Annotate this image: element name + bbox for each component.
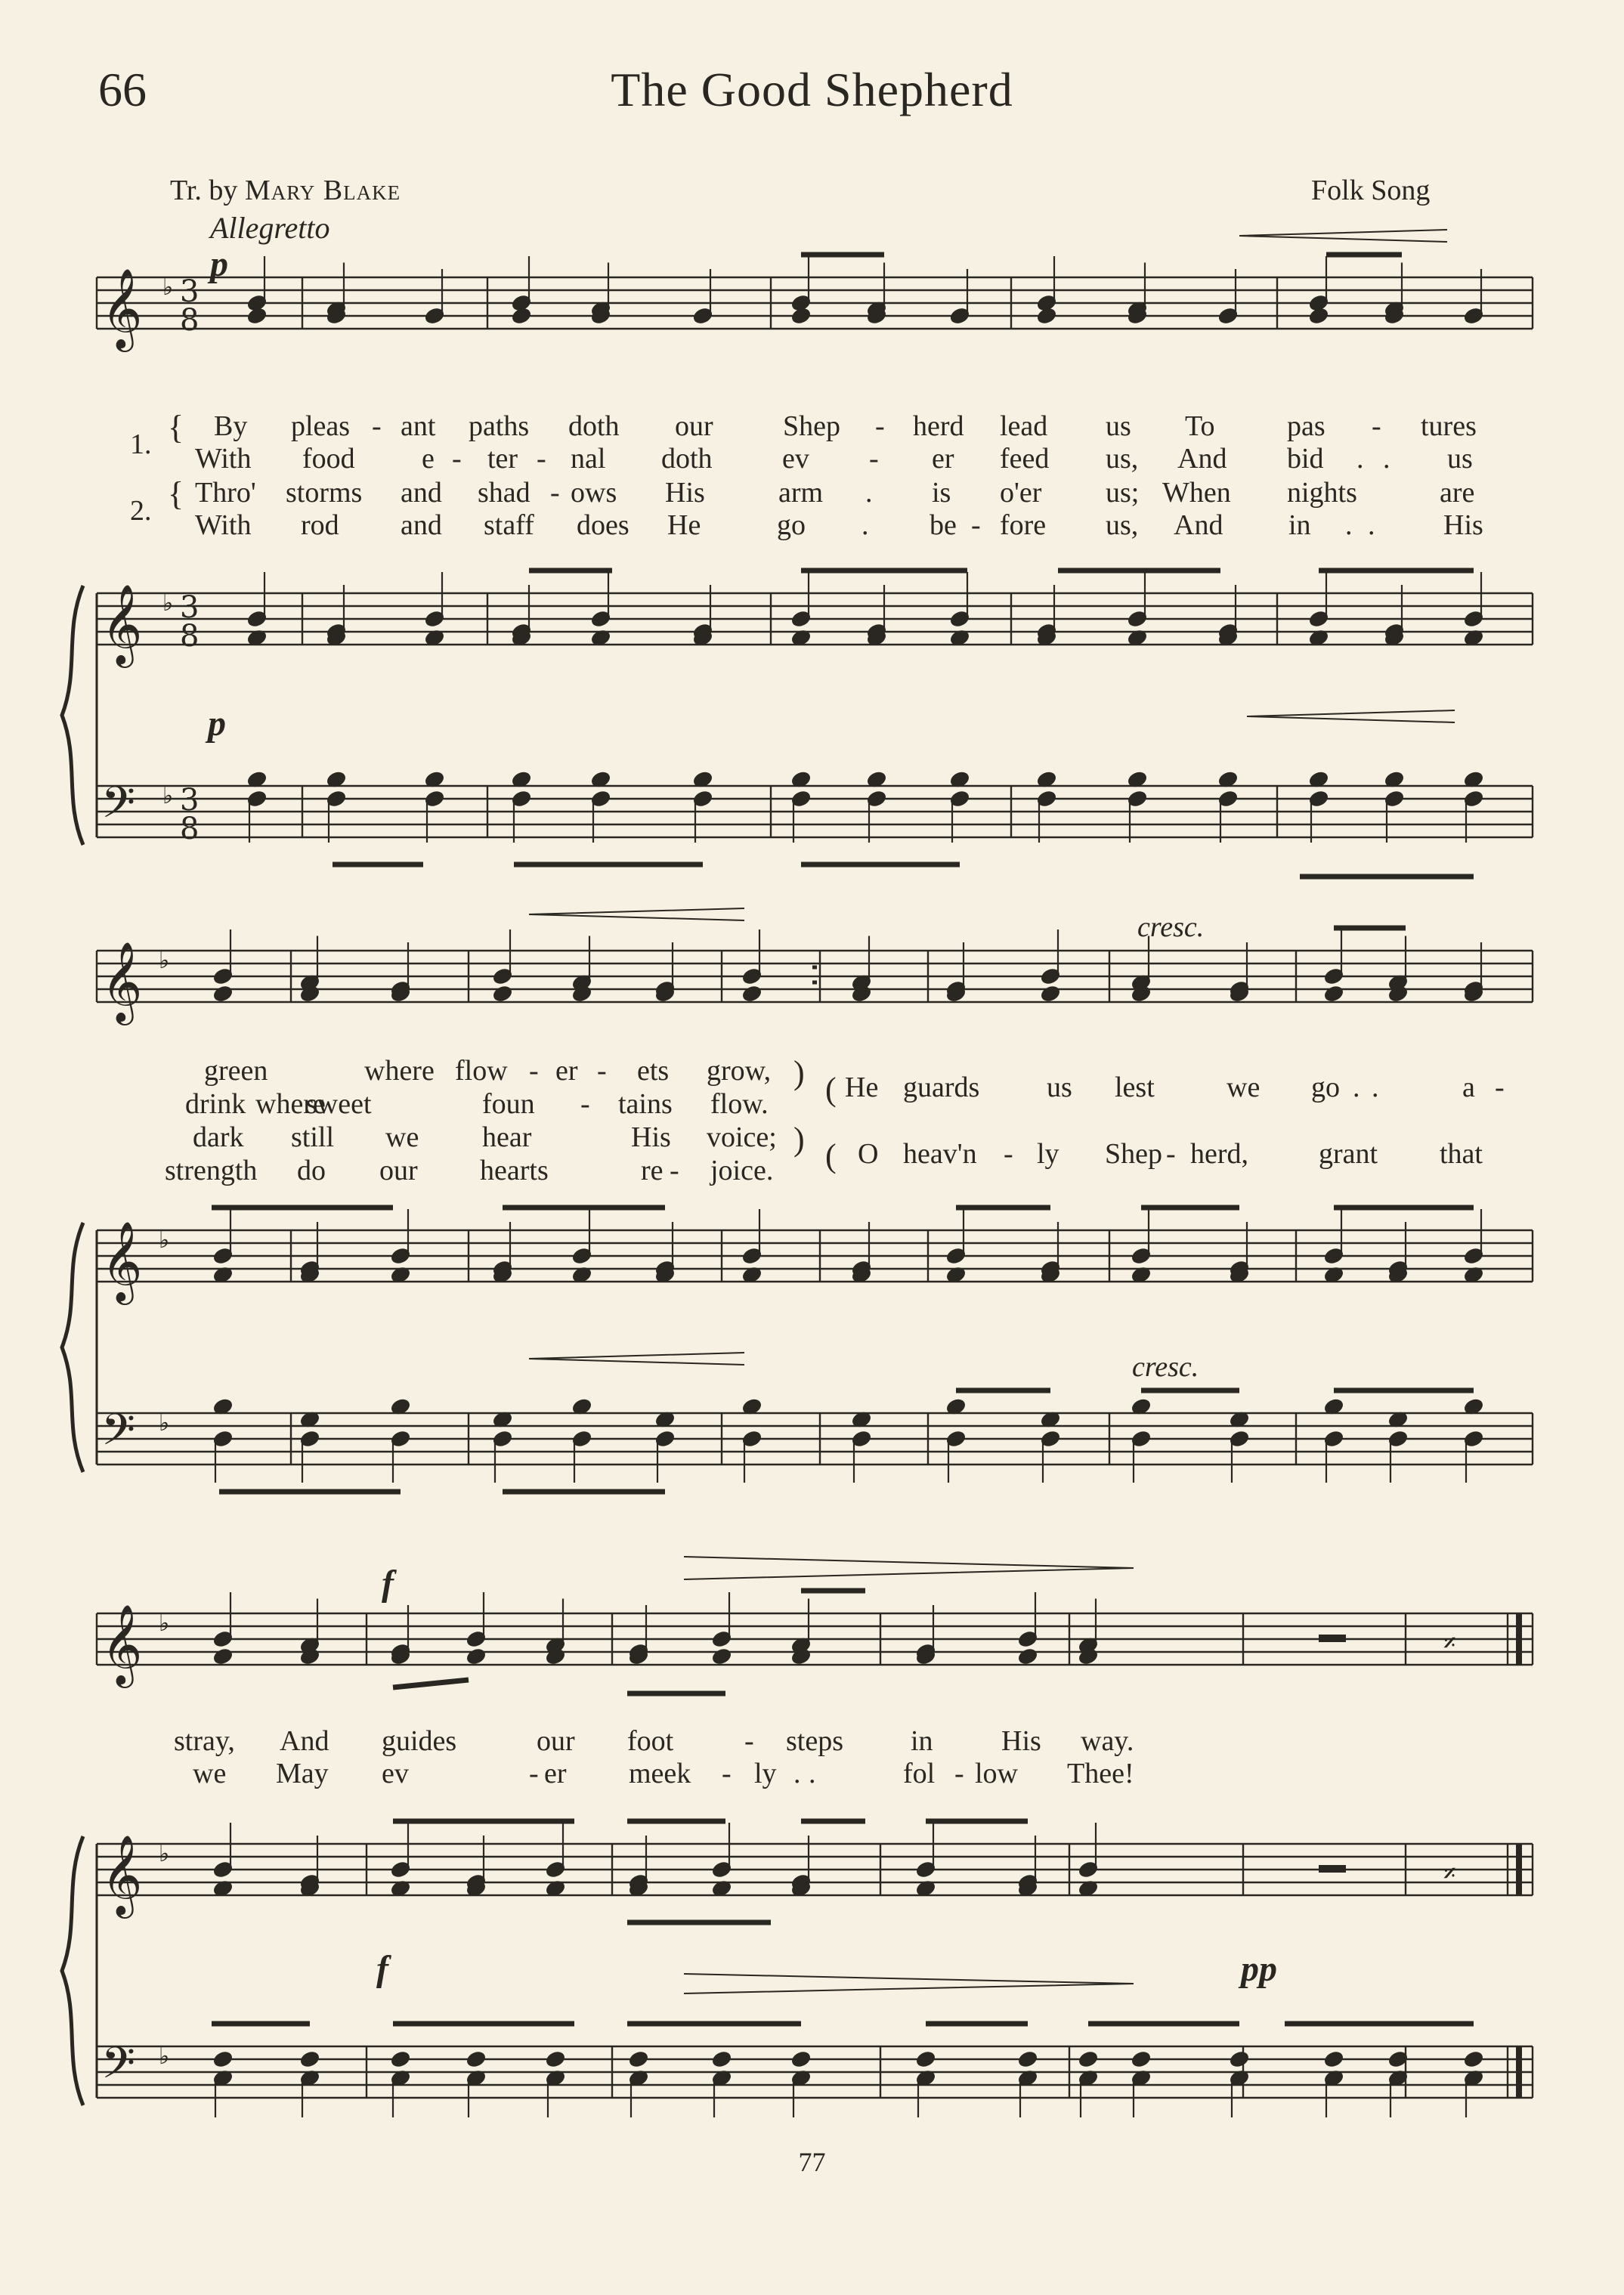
lyric-v2a-word: shad (478, 477, 531, 509)
lyric2-v2a-word: His (631, 1121, 671, 1153)
lyric-v2b-word: be (930, 509, 957, 541)
lyric3-line2-word: fol (903, 1758, 936, 1789)
lyric3-line2-word: May (276, 1758, 329, 1789)
lyric3-line2-word: ly (754, 1758, 777, 1789)
lyric2-v1b-word: drink (185, 1088, 246, 1120)
lyric2-refrain1-word: us (1047, 1072, 1072, 1103)
svg-text:𝄢: 𝄢 (101, 2037, 136, 2099)
lyric2-refrain2-word: grant (1319, 1138, 1378, 1170)
lyric2-refrain1-word: - (1495, 1072, 1505, 1103)
lyric-v2a-word: and (401, 477, 442, 509)
lyric-v1b-word: With (195, 443, 252, 475)
lyric-v1a-word: - (875, 410, 885, 442)
svg-text:8: 8 (180, 303, 200, 338)
lyric2-v1b-word: where (255, 1088, 326, 1120)
lyric-v2b-word: and (401, 509, 442, 541)
lyric-v1a-word: ant (401, 410, 436, 442)
dynamic-p-piano: p (208, 704, 226, 744)
svg-text:𝄎: 𝄎 (1443, 1859, 1456, 1889)
svg-text:𝄎: 𝄎 (1443, 1628, 1456, 1659)
lyric2-v2a-word: we (385, 1121, 419, 1153)
lyric3-line1-word: foot (627, 1725, 674, 1757)
lyric2-v1b-word: tains (618, 1088, 673, 1120)
lyric3-line1-word: stray, (174, 1725, 235, 1757)
svg-text:♭: ♭ (162, 274, 174, 301)
lyric2-refrain1-word: He (845, 1072, 879, 1103)
svg-text:♭: ♭ (159, 2043, 170, 2070)
lyric2-v1a-word: grow, (707, 1055, 772, 1087)
svg-text:𝄞: 𝄞 (101, 1220, 143, 1301)
lyric-v1b-word: . (1383, 443, 1390, 475)
svg-text:𝄢: 𝄢 (101, 777, 136, 839)
lyric2-refrain2-word: ly (1037, 1138, 1059, 1170)
lyric-v2b-word: With (195, 509, 252, 541)
lyric-v2b-word: - (971, 509, 981, 541)
lyric3-line1-word: steps (786, 1725, 843, 1757)
lyric2-v1b-word: foun (482, 1088, 535, 1120)
lyric2-v1a-word: ets (637, 1055, 670, 1087)
svg-text:3: 3 (180, 274, 200, 309)
lyric-v2b-word: in (1288, 509, 1311, 541)
lyric-v2b-word: fore (1000, 509, 1047, 541)
lyric-v2a-word: - (550, 477, 560, 509)
cresc-voice: cresc. (1137, 911, 1205, 943)
lyric2-refrain2-word: - (1004, 1138, 1013, 1170)
lyric-v1b-word: And (1177, 443, 1227, 475)
lyric-v2b-word: . (861, 509, 869, 541)
lyric3-line2-word: low (975, 1758, 1018, 1789)
cresc-piano: cresc. (1132, 1351, 1199, 1383)
lyric-v2a-word: o'er (1000, 477, 1042, 509)
svg-text:𝄞: 𝄞 (101, 941, 143, 1022)
lyric-v1b-word: feed (1000, 443, 1050, 475)
lyric-v1b-word: us (1447, 443, 1473, 475)
lyric3-line2-word: ev (382, 1758, 409, 1789)
lyric-v2b-word: rod (301, 509, 339, 541)
lyric3-line1-word: His (1001, 1725, 1041, 1757)
svg-text:𝄞: 𝄞 (101, 583, 143, 664)
lyric3-line2-word: we (193, 1758, 227, 1789)
lyric2-v1a-word: - (529, 1055, 539, 1087)
lyric-v1b-word: - (869, 443, 879, 475)
svg-text:♭: ♭ (159, 1610, 170, 1637)
lyric-v2a-word: When (1162, 477, 1231, 509)
dynamic-f-piano: f (376, 1949, 388, 1989)
lyric3-line1-word: in (911, 1725, 933, 1757)
lyric-v1a-word: By (214, 410, 248, 442)
lyric2-refrain2-word: herd, (1190, 1138, 1249, 1170)
lyric-brace: ) (793, 1121, 805, 1158)
lyric2-v2b-word: strength (165, 1155, 258, 1186)
lyric3-line2-word: . (809, 1758, 816, 1789)
lyric-v1b-word: er (932, 443, 954, 475)
lyric-v1a-word: - (372, 410, 382, 442)
lyric-v1b-word: nal (571, 443, 606, 475)
lyric-v1a-word: lead (1000, 410, 1048, 442)
lyric2-refrain1-word: a (1462, 1072, 1475, 1103)
svg-text:♭: ♭ (162, 590, 174, 617)
lyric-v1a-word: pas (1287, 410, 1325, 442)
lyric-v2b-word: go (777, 509, 806, 541)
lyric-v2a-word: His (665, 477, 705, 509)
svg-text:3: 3 (180, 590, 200, 625)
lyric-v1b-word: ter (487, 443, 518, 475)
lyric-v1b-word: - (537, 443, 546, 475)
svg-text:♭: ♭ (162, 783, 174, 809)
lyric2-v2b-word: do (297, 1155, 326, 1186)
verse-number-2: 2. (130, 495, 152, 527)
lyric2-v2b-word: re (641, 1155, 664, 1186)
lyric-v2b-word: . (1345, 509, 1353, 541)
verse-number-1: 1. (130, 428, 152, 460)
lyric2-refrain1-word: we (1227, 1072, 1261, 1103)
lyric2-v1a-word: - (597, 1055, 607, 1087)
lyric-v2a-word: is (932, 477, 951, 509)
lyric-v2b-word: staff (484, 509, 534, 541)
lyric2-refrain1-word: . (1353, 1072, 1360, 1103)
svg-text:𝄞: 𝄞 (101, 1834, 143, 1915)
lyric2-v2b-word: - (670, 1155, 679, 1186)
lyric-v1b-word: - (452, 443, 462, 475)
translator-prefix: Tr. by (170, 175, 238, 206)
lyric-brace-2a: { (168, 475, 184, 512)
lyric2-refrain2-word: heav'n (903, 1138, 977, 1170)
lyric-v1a-word: To (1185, 410, 1215, 442)
lyric3-line2-word: . (793, 1758, 801, 1789)
lyric2-refrain2-word: that (1440, 1138, 1483, 1170)
lyric-v1b-word: ev (782, 443, 809, 475)
svg-text:8: 8 (180, 812, 200, 846)
lyric3-line1-word: our (537, 1725, 575, 1757)
lyric3-line1-word: way. (1081, 1725, 1134, 1757)
svg-text:♭: ♭ (159, 1227, 170, 1254)
lyric-v2b-word: And (1174, 509, 1223, 541)
lyric2-v1b-word: - (580, 1088, 590, 1120)
lyric-v1b-word: doth (661, 443, 713, 475)
lyric-v2a-word: ows (571, 477, 617, 509)
lyric-brace-1a: { (168, 409, 184, 446)
lyric-v1a-word: tures (1421, 410, 1477, 442)
page-title: The Good Shepherd (611, 63, 1013, 116)
svg-text:𝄢: 𝄢 (101, 1404, 136, 1466)
lyric-v1b-word: us, (1106, 443, 1139, 475)
lyric3-line1-word: - (744, 1725, 754, 1757)
lyric-v2b-word: He (667, 509, 701, 541)
lyric2-refrain2-word: Shep (1105, 1138, 1162, 1170)
page-number: 66 (98, 63, 147, 116)
lyric-v1a-word: Shep (783, 410, 840, 442)
lyric3-line2-word: - (529, 1758, 539, 1789)
lyric2-v1b-word: flow. (710, 1088, 769, 1120)
lyric-v2a-word: are (1440, 477, 1475, 509)
lyric2-refrain1-word: . (1372, 1072, 1379, 1103)
lyric3-line2-word: Thee! (1067, 1758, 1134, 1789)
lyric-v1a-word: pleas (291, 410, 351, 442)
lyric3-line2-word: - (722, 1758, 732, 1789)
lyric-v2a-word: nights (1287, 477, 1357, 509)
lyric-v1a-word: doth (568, 410, 620, 442)
lyric2-v2a-word: still (291, 1121, 335, 1153)
tempo-marking: Allegretto (210, 211, 330, 245)
lyric3-line1-word: guides (382, 1725, 457, 1757)
lyric-v1b-word: food (302, 443, 355, 475)
lyric-v1a-word: herd (913, 410, 964, 442)
lyric-v2b-word: . (1368, 509, 1375, 541)
lyric-v1a-word: our (675, 410, 713, 442)
lyric-v1a-word: us (1106, 410, 1131, 442)
svg-text:3: 3 (180, 783, 200, 818)
dynamic-p-voice: p (210, 244, 228, 284)
lyric-v1b-word: e (422, 443, 435, 475)
lyric-v2b-word: us, (1106, 509, 1139, 541)
lyric-v1b-word: . (1356, 443, 1364, 475)
lyric-brace: ) (793, 1054, 805, 1091)
lyric2-v2a-word: hear (482, 1121, 532, 1153)
svg-text:♭: ♭ (159, 1841, 170, 1867)
lyric-v2a-word: Thro' (195, 477, 256, 509)
lyric-v2a-word: storms (286, 477, 363, 509)
source-credit: Folk Song (1311, 175, 1431, 206)
lyric3-line2-word: er (544, 1758, 567, 1789)
svg-text:8: 8 (180, 619, 200, 654)
lyric2-v1a-word: green (204, 1055, 268, 1087)
lyric3-line2-word: meek (629, 1758, 691, 1789)
dynamic-f-voice: f (382, 1564, 394, 1604)
lyric2-v2a-word: voice; (707, 1121, 777, 1153)
svg-text:♭: ♭ (159, 1410, 170, 1437)
lyric2-v2b-word: hearts (480, 1155, 549, 1186)
lyric-v2a-word: us; (1106, 477, 1140, 509)
lyric2-refrain1-word: lest (1115, 1072, 1155, 1103)
lyric-v1a-word: - (1372, 410, 1381, 442)
lyric2-v1a-word: flow (455, 1055, 508, 1087)
lyric-brace: ( (825, 1137, 837, 1174)
lyric2-refrain1-word: go (1311, 1072, 1340, 1103)
lyric-v2b-word: His (1443, 509, 1483, 541)
lyric2-v2a-word: dark (193, 1121, 244, 1153)
lyric2-refrain2-word: O (858, 1138, 879, 1170)
lyric2-refrain2-word: - (1166, 1138, 1176, 1170)
lyric2-refrain1-word: guards (903, 1072, 980, 1103)
lyric-v2a-word: . (865, 477, 873, 509)
lyric2-v1a-word: where (364, 1055, 435, 1087)
lyric2-v1b-word: sweet (306, 1088, 372, 1120)
svg-text:𝄞: 𝄞 (101, 268, 143, 348)
lyric3-line1-word: And (280, 1725, 329, 1757)
lyric-v2b-word: does (577, 509, 629, 541)
lyric2-v2b-word: joice. (710, 1155, 774, 1186)
lyric-v1a-word: paths (469, 410, 530, 442)
lyric3-line2-word: - (954, 1758, 964, 1789)
lyric-v1b-word: bid (1287, 443, 1324, 475)
lyric2-v1a-word: er (555, 1055, 578, 1087)
lyric-v2a-word: arm (778, 477, 824, 509)
svg-text:♭: ♭ (159, 948, 170, 974)
dynamic-pp-piano: pp (1241, 1949, 1277, 1989)
lyric2-v2b-word: our (379, 1155, 418, 1186)
footer-page-number: 77 (798, 2147, 826, 2177)
translator-name: Mary Blake (244, 175, 401, 206)
lyric-brace: ( (825, 1071, 837, 1108)
svg-text:𝄞: 𝄞 (101, 1604, 143, 1684)
